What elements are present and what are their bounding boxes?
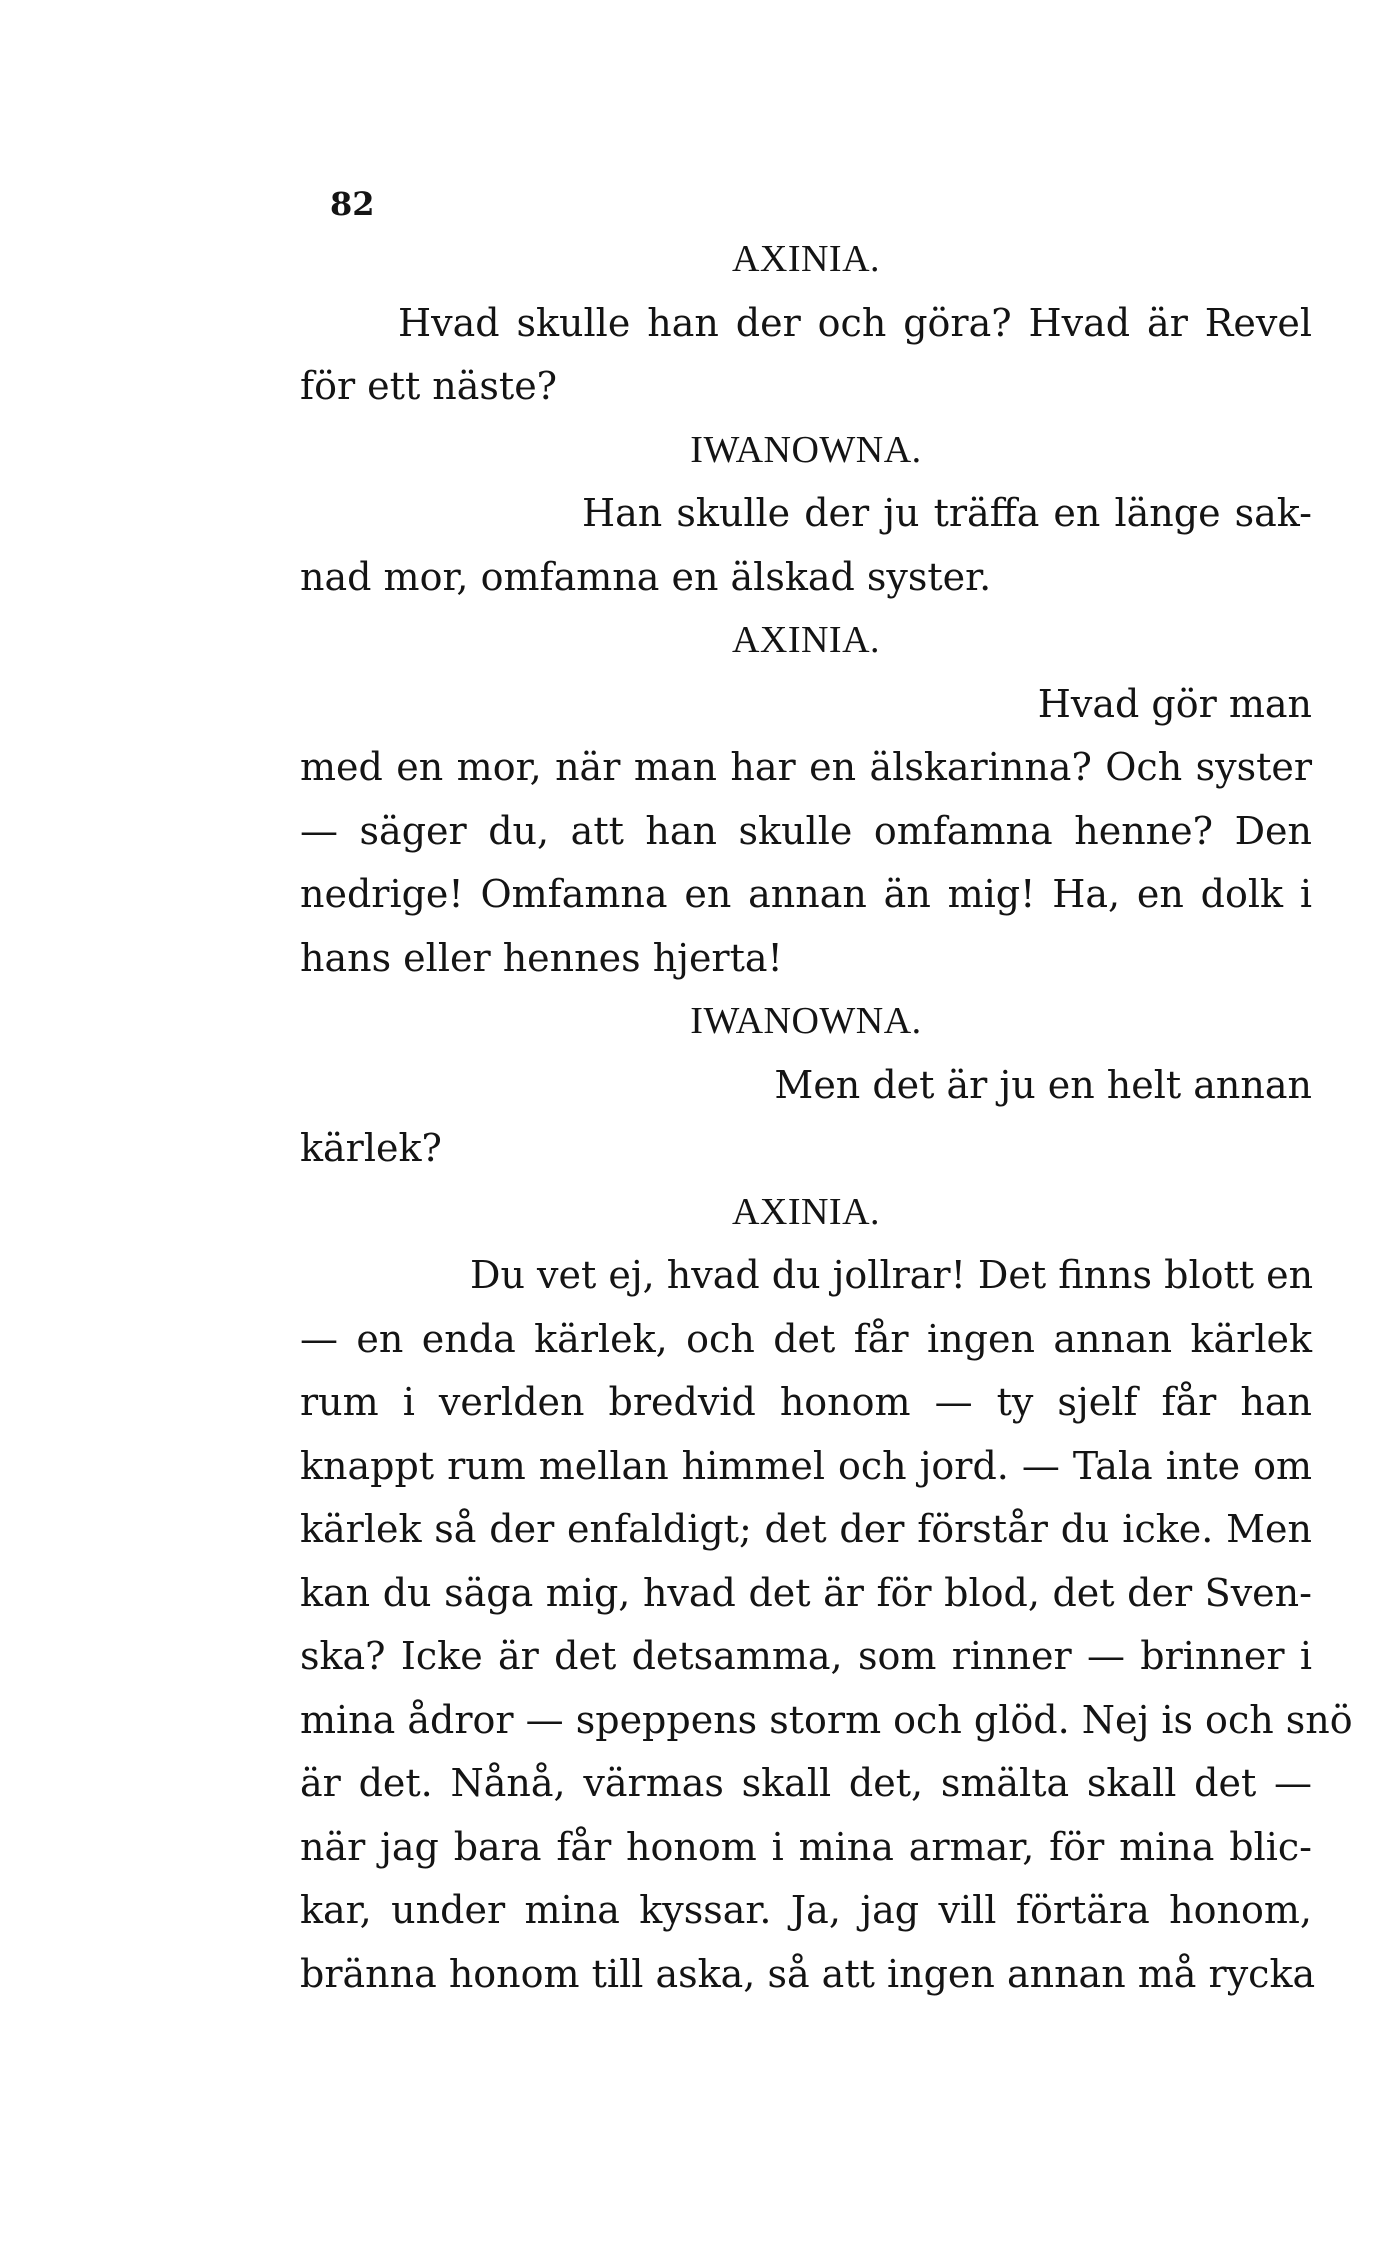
text-line: knappt rum mellan himmel och jord. — Tala inte om bbox=[300, 1443, 1312, 1488]
page-text bbox=[300, 228, 1353, 2006]
text-line: — säger du, att han skulle omfamna henne? Den bbox=[300, 808, 1312, 853]
speaker-axinia: AXINIA. bbox=[731, 1190, 881, 1233]
page-number: 82 bbox=[330, 185, 375, 223]
text-line: Du vet ej, hvad du jollrar! Det finns blott en bbox=[470, 1253, 1314, 1297]
text-line: är det. Nånå, värmas skall det, smälta skall det — bbox=[300, 1761, 1312, 1805]
speaker-iwanowna: IWANOWNA. bbox=[690, 1000, 922, 1042]
text-line: med en mor, när man har en älskarinna? Och syster bbox=[300, 745, 1312, 789]
text-line: Hvad skulle han der och göra? Hvad är Revel bbox=[398, 300, 1312, 345]
text-line: nedrige! Omfamna en annan än mig! Ha, en dolk i bbox=[300, 872, 1312, 916]
text-line: Men det är ju en helt annan bbox=[774, 1062, 1312, 1107]
text-line: kärlek? bbox=[300, 1126, 442, 1170]
text-line: rum i verlden bredvid honom — ty sjelf får han bbox=[300, 1380, 1312, 1424]
speaker-axinia: AXINIA. bbox=[731, 619, 881, 661]
text-line: — en enda kärlek, och det får ingen annan kärlek bbox=[300, 1316, 1312, 1361]
text-line: ska? Icke är det detsamma, som rinner — brinner i bbox=[300, 1634, 1312, 1678]
text-line: Han skulle der ju träffa en länge sak- bbox=[582, 491, 1312, 535]
text-line: nad mor, omfamna en älskad syster. bbox=[300, 554, 992, 599]
speaker-iwanowna: IWANOWNA. bbox=[690, 428, 922, 471]
text-line: hans eller hennes hjerta! bbox=[300, 935, 783, 980]
text-line: kar, under mina kyssar. Ja, jag vill förtära honom, bbox=[300, 1888, 1312, 1932]
text-line: kärlek så der enfaldigt; det der förstår du icke. Men bbox=[300, 1507, 1312, 1551]
text-line: när jag bara får honom i mina armar, för mina blic- bbox=[300, 1824, 1312, 1869]
text-line: för ett näste? bbox=[300, 364, 558, 408]
text-line: bränna honom till aska, så att ingen annan må rycka bbox=[300, 1951, 1316, 1996]
speaker-axinia: AXINIA. bbox=[731, 238, 881, 280]
text-line: mina ådror — speppens storm och glöd. Nej is och snö bbox=[300, 1697, 1353, 1742]
text-line: Hvad gör man bbox=[1037, 681, 1312, 726]
text-line: kan du säga mig, hvad det är för blod, det der Sven- bbox=[300, 1570, 1312, 1615]
